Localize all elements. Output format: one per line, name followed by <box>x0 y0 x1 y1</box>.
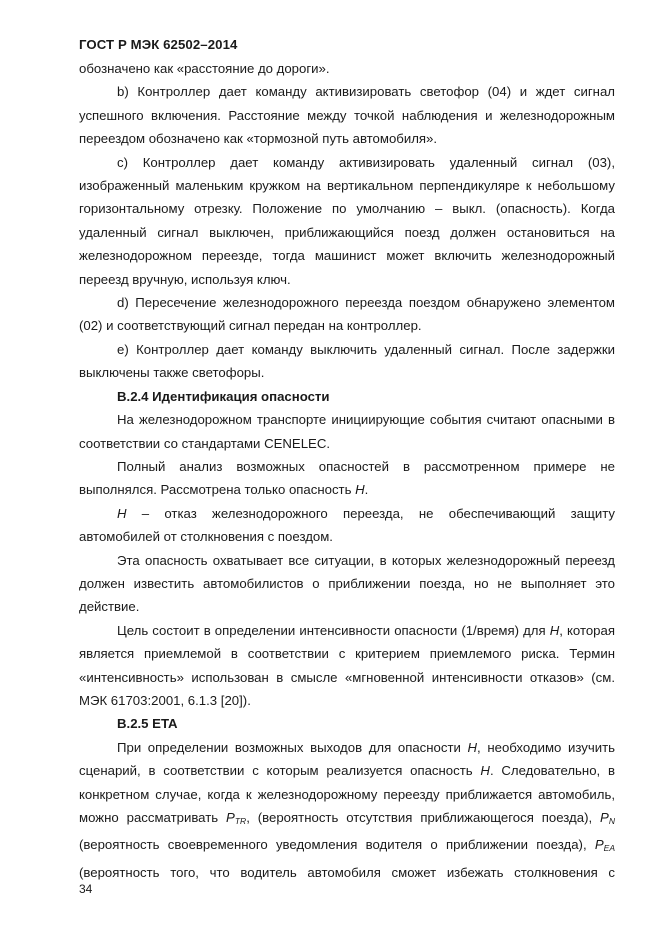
paragraph-text: d) Пересечение железнодорожного переезда поездом обнаружено элементом (02) и соответствующий сигнал передан на контроллер. <box>79 295 615 334</box>
heading-text: B.2.5 ETA <box>117 716 178 732</box>
paragraph <box>79 619 615 713</box>
doc-code: ГОСТ Р МЭК 62502–2014 <box>79 37 238 52</box>
paragraph <box>79 736 615 884</box>
paragraph-text: Полный анализ возможных опасностей в рассмотренном примере не выполнялся. Рассмотрена только опасность <box>79 458 615 498</box>
probability-subscript: TR <box>234 816 247 826</box>
paragraph <box>79 549 615 619</box>
probability-subscript: EA <box>603 843 615 854</box>
hazard-symbol: H <box>467 739 478 755</box>
probability-symbol: P <box>600 810 609 825</box>
list-item-d <box>79 291 615 338</box>
document-header <box>79 37 237 52</box>
paragraph-text: , (вероятность отсутствия приближающегося поезда), <box>246 810 601 825</box>
paragraph-text: (вероятность того, что водитель автомобиля сможет избежать столкновения с <box>79 864 615 880</box>
paragraph-text: , необходимо изучить сценарий, в соответствии с которым реализуется опасность <box>79 739 615 779</box>
page-number <box>79 882 92 896</box>
probability-subscript: N <box>608 816 615 826</box>
paragraph-text: При определении возможных выходов для опасности <box>117 739 468 755</box>
hazard-definition <box>79 502 615 549</box>
hazard-symbol: H <box>117 505 127 521</box>
page-number-text: 34 <box>79 882 93 896</box>
section-heading-b-2-4 <box>79 385 615 408</box>
document-body <box>79 57 615 884</box>
paragraph-text: – отказ железнодорожного переезда, не обеспечивающий защиту автомобилей от столкновения с поездом. <box>79 505 615 545</box>
list-item-b <box>79 80 615 150</box>
list-item-e <box>79 338 615 385</box>
paragraph-text: На железнодорожном транспорте инициирующие события считают опасными в соответствии со стандартами CENELEC. <box>79 412 615 451</box>
paragraph-text: (вероятность своевременного уведомления водителя о приближении поезда), <box>79 837 595 853</box>
paragraph <box>79 408 615 455</box>
paragraph-text: , которая является приемлемой в соответствии с критерием приемлемого риска. Термин «интенсивность» использован в смысле «мгновенной интенсивности отказов» (см. МЭК 61703:2001, 6.1.3 [20]). <box>79 622 615 708</box>
probability-symbol: P <box>226 810 235 825</box>
paragraph-text: Цель состоит в определении интенсивности опасности (1/время) для <box>117 622 550 638</box>
paragraph-text: . Следовательно, в конкретном случае, когда к железнодорожному переезду приближается автомобиль, можно рассматривать <box>79 763 615 825</box>
paragraph-text: обозначено как «расстояние до дороги». <box>79 61 330 76</box>
paragraph-continuation <box>79 57 615 80</box>
list-item-c <box>79 151 615 291</box>
section-heading-b-2-5 <box>79 712 615 735</box>
hazard-symbol: H <box>355 482 365 498</box>
heading-text: B.2.4 Идентификация опасности <box>117 388 330 404</box>
paragraph <box>79 455 615 502</box>
paragraph-text: . <box>364 482 369 498</box>
hazard-symbol: H <box>549 622 560 638</box>
paragraph-text: e) Контроллер дает команду выключить удаленный сигнал. После задержки выключены также светофоры. <box>79 341 615 381</box>
hazard-symbol: H <box>480 763 490 779</box>
paragraph-text: b) Контроллер дает команду активизировать светофор (04) и ждет сигнал успешного включения. Расстояние между точкой наблюдения и железнодорожным переездом обозначено как «тормозной путь автомобиля». <box>79 84 615 147</box>
paragraph-text: Эта опасность охватывает все ситуации, в которых железнодорожный переезд должен известить автомобилистов о приближении поезда, но не выполняет это действие. <box>79 552 615 615</box>
paragraph-text: c) Контроллер дает команду активизировать удаленный сигнал (03), изображенный маленьким кружком на вертикальном перпендикуляре к небольшому горизонтальному отрезку. Положение по умолчанию – выкл. (опасность). Когда удаленный сигнал выключен, приближающийся поезд должен остановиться на железнодорожном переезде, тогда машинист может включить железнодорожный переезд вручную, используя ключ. <box>79 154 615 287</box>
probability-symbol: P <box>594 837 604 853</box>
